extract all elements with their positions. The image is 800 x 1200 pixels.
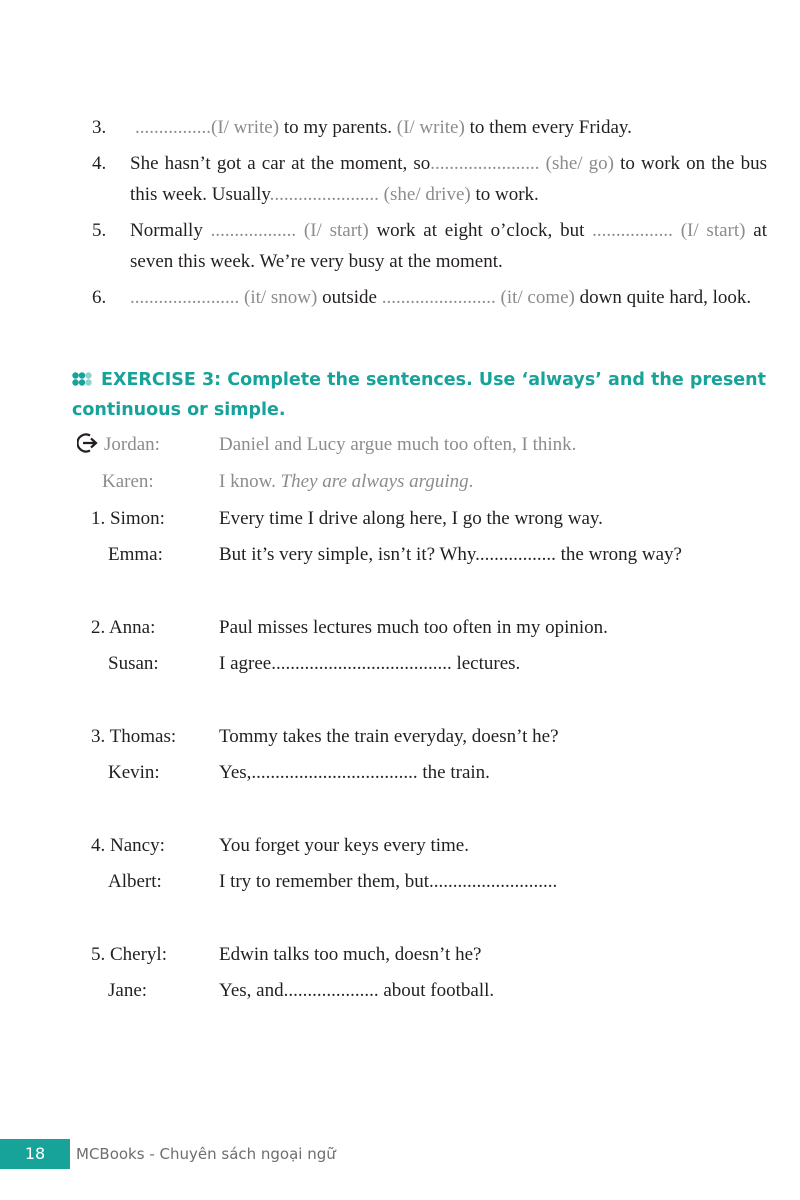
dialogue-line: Every time I drive along here, I go the wrong way. xyxy=(219,508,603,529)
page-number: 18 xyxy=(0,1139,70,1169)
item-text-segment: at seven this week. We’re very busy at the moment. xyxy=(130,220,767,272)
item-text-segment: Normally xyxy=(130,220,211,241)
dialogue-number: 4. xyxy=(91,835,106,856)
blank-hint: ........................ (it/ come) xyxy=(381,287,575,308)
speaker-name: Simon: xyxy=(110,508,165,529)
speaker-name: Nancy: xyxy=(110,835,165,856)
item-text-segment: to work on the bus this week. Usually xyxy=(130,153,768,205)
dialogue-number: 2. xyxy=(91,617,106,638)
item-text-segment: down quite hard, look. xyxy=(574,287,752,308)
speaker-name: Jane: xyxy=(108,980,148,1001)
page-footer xyxy=(0,1139,800,1169)
blank-hint: ................(I/ write) xyxy=(135,117,280,138)
dialogue-1-b xyxy=(72,539,772,570)
verb-hint: (I/ write) xyxy=(396,117,465,138)
item-text-segment: to my parents. xyxy=(279,117,397,138)
example-speaker: Karen: xyxy=(102,471,154,492)
speaker-label xyxy=(91,612,155,643)
dialogue-line: Tommy takes the train everyday, doesn’t he? xyxy=(219,726,559,747)
dialogue-2-a xyxy=(72,612,772,643)
item-text-segment: work at eight o’clock, but xyxy=(368,220,593,241)
speaker-name: Susan: xyxy=(108,653,159,674)
exercise-heading xyxy=(72,365,766,425)
dialogue-line: Yes, and.................... about football. xyxy=(219,980,495,1001)
item-text xyxy=(130,282,767,313)
speaker-label xyxy=(91,830,165,861)
exercise-item-3 xyxy=(92,112,767,143)
dialogue-5-a xyxy=(72,939,772,970)
dialogue-number: 1. xyxy=(91,508,106,529)
example-row-a xyxy=(72,429,772,460)
dialogue-line: I try to remember them, but........................... xyxy=(219,871,558,892)
exercise-item-5 xyxy=(92,215,767,277)
speaker-name: Thomas: xyxy=(109,726,177,747)
dialogue-3-a xyxy=(72,721,772,752)
speaker-label xyxy=(91,939,167,970)
dialogue-3-b xyxy=(72,757,772,788)
blank-hint: .................. (I/ start) xyxy=(210,220,369,241)
item-number: 4. xyxy=(92,153,107,174)
dialogue-line: I agree...................................... lectures. xyxy=(219,653,521,674)
item-text xyxy=(135,112,767,143)
speaker-name: Kevin: xyxy=(108,762,160,783)
exercise-heading-text: EXERCISE 3: Complete the sentences. Use ‘always’ and the present continuous or simple. xyxy=(72,370,766,420)
blank-hint: ................. (I/ start) xyxy=(592,220,746,241)
dialogue-line: Paul misses lectures much too often in my opinion. xyxy=(219,617,608,638)
example-speaker xyxy=(77,429,160,460)
speaker-name: Emma: xyxy=(108,544,163,565)
example-answer-text: I know. xyxy=(219,471,281,492)
blank-hint: ....................... (it/ snow) xyxy=(130,287,318,308)
dialogue-line: Yes,................................... the train. xyxy=(219,762,490,783)
item-text-segment: to work. xyxy=(470,184,539,205)
speaker-name: Jordan: xyxy=(104,434,160,455)
dialogue-number: 5. xyxy=(91,944,106,965)
dialogue-4-b xyxy=(72,866,772,897)
exercise-item-4 xyxy=(92,148,767,210)
dialogue-line: You forget your keys every time. xyxy=(219,835,469,856)
exercise-item-6 xyxy=(92,282,767,313)
dialogue-line: Edwin talks too much, doesn’t he? xyxy=(219,944,482,965)
example-answer-italic: They are always arguing xyxy=(280,471,469,492)
dialogue-2-b xyxy=(72,648,772,679)
item-number: 3. xyxy=(92,117,107,138)
dialogue-number: 3. xyxy=(91,726,106,747)
footer-publisher-text: MCBooks - Chuyên sách ngoại ngữ xyxy=(76,1145,336,1163)
speaker-label xyxy=(91,721,176,752)
item-text xyxy=(130,215,767,277)
dialogue-4-a xyxy=(72,830,772,861)
dialogue-line: But it’s very simple, isn’t it? Why................. the wrong way? xyxy=(219,544,682,565)
dialogue-5-b xyxy=(72,975,772,1006)
example-answer-end: . xyxy=(468,471,474,492)
dialogue-1-a xyxy=(72,503,772,534)
speaker-name: Albert: xyxy=(108,871,162,892)
blank-hint: ....................... (she/ drive) xyxy=(269,184,471,205)
example-row-b xyxy=(72,466,772,497)
item-number: 5. xyxy=(92,220,107,241)
speaker-label xyxy=(91,503,165,534)
item-text-segment: She hasn’t got a car at the moment, so xyxy=(130,153,431,174)
item-number: 6. xyxy=(92,287,107,308)
speaker-name: Anna: xyxy=(108,617,156,638)
example-answer xyxy=(219,466,473,497)
double-cross-bullet-icon xyxy=(72,372,96,386)
speaker-name: Cheryl: xyxy=(110,944,167,965)
blank-hint: ....................... (she/ go) xyxy=(430,153,614,174)
item-text-segment: to them every Friday. xyxy=(464,117,632,138)
item-text xyxy=(130,148,767,210)
item-text-segment: outside xyxy=(317,287,382,308)
example-line: Daniel and Lucy argue much too often, I think. xyxy=(219,434,577,455)
arrow-right-circle-icon xyxy=(77,432,99,454)
